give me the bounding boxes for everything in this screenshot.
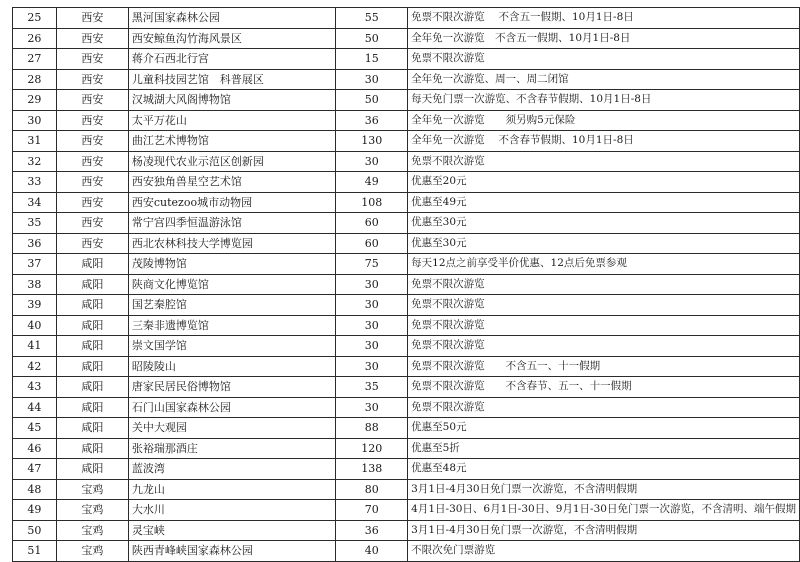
discount-note-cell: 免票不限次游览 不含春节、五一、十一假期 <box>408 377 800 398</box>
scenic-spots-table <box>12 7 800 562</box>
table-row <box>13 377 800 398</box>
attraction-name-cell: 茂陵博物馆 <box>128 254 335 275</box>
discount-note-cell: 3月1日-4月30日免门票一次游览，不含清明假期 <box>408 520 800 541</box>
attraction-name-cell: 陕商文化博览馆 <box>128 274 335 295</box>
table-row <box>13 69 800 90</box>
city-cell: 西安 <box>56 192 128 213</box>
discount-note-cell: 优惠至30元 <box>408 233 800 254</box>
attraction-name-cell: 昭陵陵山 <box>128 356 335 377</box>
table-row <box>13 500 800 521</box>
city-cell: 西安 <box>56 213 128 234</box>
table-row <box>13 192 800 213</box>
table-body <box>13 8 800 562</box>
row-number: 45 <box>13 418 57 439</box>
row-number: 47 <box>13 459 57 480</box>
row-number: 46 <box>13 438 57 459</box>
table-row <box>13 397 800 418</box>
row-number: 27 <box>13 49 57 70</box>
table-row <box>13 438 800 459</box>
city-cell: 宝鸡 <box>56 500 128 521</box>
row-number: 29 <box>13 90 57 111</box>
city-cell: 宝鸡 <box>56 479 128 500</box>
ticket-price-cell: 108 <box>336 192 408 213</box>
table-row <box>13 172 800 193</box>
attraction-name-cell: 西安独角兽星空艺术馆 <box>128 172 335 193</box>
table-row <box>13 479 800 500</box>
city-cell: 咸阳 <box>56 377 128 398</box>
attraction-name-cell: 西北农林科技大学博览园 <box>128 233 335 254</box>
ticket-price-cell: 60 <box>336 233 408 254</box>
row-number: 42 <box>13 356 57 377</box>
city-cell: 西安 <box>56 49 128 70</box>
attraction-name-cell: 张裕瑞那酒庄 <box>128 438 335 459</box>
attraction-name-cell: 唐家民居民俗博物馆 <box>128 377 335 398</box>
ticket-price-cell: 120 <box>336 438 408 459</box>
discount-note-cell: 免票不限次游览 不含五一假期、10月1日-8日 <box>408 8 800 29</box>
table-row <box>13 418 800 439</box>
ticket-price-cell: 30 <box>336 151 408 172</box>
city-cell: 西安 <box>56 69 128 90</box>
discount-note-cell: 免票不限次游览 <box>408 49 800 70</box>
table-row <box>13 90 800 111</box>
attraction-name-cell: 儿童科技园艺馆 科普展区 <box>128 69 335 90</box>
ticket-price-cell: 35 <box>336 377 408 398</box>
table-row <box>13 233 800 254</box>
city-cell: 咸阳 <box>56 397 128 418</box>
table-row <box>13 254 800 275</box>
discount-note-cell: 全年免一次游览 不含五一假期、10月1日-8日 <box>408 28 800 49</box>
discount-note-cell: 每天12点之前享受半价优惠、12点后免票参观 <box>408 254 800 275</box>
city-cell: 西安 <box>56 110 128 131</box>
ticket-price-cell: 138 <box>336 459 408 480</box>
attraction-name-cell: 常宁宫四季恒温游泳馆 <box>128 213 335 234</box>
discount-note-cell: 优惠至30元 <box>408 213 800 234</box>
row-number: 51 <box>13 541 57 562</box>
discount-note-cell: 每天免门票一次游览、不含春节假期、10月1日-8日 <box>408 90 800 111</box>
attraction-name-cell: 杨凌现代农业示范区创新园 <box>128 151 335 172</box>
ticket-price-cell: 30 <box>336 274 408 295</box>
discount-note-cell: 免票不限次游览 <box>408 336 800 357</box>
attraction-name-cell: 石门山国家森林公园 <box>128 397 335 418</box>
city-cell: 西安 <box>56 172 128 193</box>
row-number: 31 <box>13 131 57 152</box>
ticket-price-cell: 49 <box>336 172 408 193</box>
ticket-price-cell: 30 <box>336 69 408 90</box>
ticket-price-cell: 40 <box>336 541 408 562</box>
row-number: 50 <box>13 520 57 541</box>
ticket-price-cell: 36 <box>336 520 408 541</box>
ticket-price-cell: 36 <box>336 110 408 131</box>
city-cell: 西安 <box>56 8 128 29</box>
attraction-name-cell: 九龙山 <box>128 479 335 500</box>
ticket-price-cell: 80 <box>336 479 408 500</box>
row-number: 33 <box>13 172 57 193</box>
attraction-name-cell: 三秦非遗博览馆 <box>128 315 335 336</box>
row-number: 38 <box>13 274 57 295</box>
discount-note-cell: 免票不限次游览 <box>408 315 800 336</box>
table-row <box>13 459 800 480</box>
attraction-name-cell: 陕西青峰峡国家森林公园 <box>128 541 335 562</box>
discount-note-cell: 4月1日-30日、6月1日-30日、9月1日-30日免门票一次游览，不含清明、端午假期 <box>408 500 800 521</box>
attraction-name-cell: 蓝波湾 <box>128 459 335 480</box>
attraction-name-cell: 蒋介石西北行宫 <box>128 49 335 70</box>
discount-note-cell: 优惠至50元 <box>408 418 800 439</box>
attraction-name-cell: 西安cutezoo城市动物园 <box>128 192 335 213</box>
row-number: 40 <box>13 315 57 336</box>
row-number: 34 <box>13 192 57 213</box>
ticket-price-cell: 30 <box>336 356 408 377</box>
ticket-price-cell: 88 <box>336 418 408 439</box>
discount-note-cell: 免票不限次游览 <box>408 397 800 418</box>
row-number: 41 <box>13 336 57 357</box>
row-number: 32 <box>13 151 57 172</box>
table-row <box>13 274 800 295</box>
table-row <box>13 28 800 49</box>
table-row <box>13 49 800 70</box>
table-row <box>13 8 800 29</box>
table-row <box>13 110 800 131</box>
discount-note-cell: 免票不限次游览 <box>408 151 800 172</box>
attraction-name-cell: 太平万花山 <box>128 110 335 131</box>
row-number: 28 <box>13 69 57 90</box>
city-cell: 西安 <box>56 233 128 254</box>
discount-note-cell: 全年免一次游览 不含春节假期、10月1日-8日 <box>408 131 800 152</box>
attraction-name-cell: 曲江艺术博物馆 <box>128 131 335 152</box>
city-cell: 咸阳 <box>56 356 128 377</box>
discount-note-cell: 优惠至48元 <box>408 459 800 480</box>
city-cell: 咸阳 <box>56 438 128 459</box>
attraction-name-cell: 关中大观园 <box>128 418 335 439</box>
table-row <box>13 131 800 152</box>
attraction-name-cell: 崇文国学馆 <box>128 336 335 357</box>
discount-note-cell: 优惠至49元 <box>408 192 800 213</box>
row-number: 49 <box>13 500 57 521</box>
row-number: 36 <box>13 233 57 254</box>
row-number: 30 <box>13 110 57 131</box>
ticket-price-cell: 130 <box>336 131 408 152</box>
table-row <box>13 295 800 316</box>
city-cell: 咸阳 <box>56 418 128 439</box>
ticket-price-cell: 50 <box>336 90 408 111</box>
discount-note-cell: 免票不限次游览 <box>408 274 800 295</box>
city-cell: 宝鸡 <box>56 541 128 562</box>
table-row <box>13 151 800 172</box>
attraction-name-cell: 黑河国家森林公园 <box>128 8 335 29</box>
ticket-price-cell: 60 <box>336 213 408 234</box>
ticket-price-cell: 50 <box>336 28 408 49</box>
table-row <box>13 213 800 234</box>
ticket-price-cell: 30 <box>336 397 408 418</box>
row-number: 35 <box>13 213 57 234</box>
row-number: 43 <box>13 377 57 398</box>
discount-note-cell: 优惠至5折 <box>408 438 800 459</box>
discount-note-cell: 优惠至20元 <box>408 172 800 193</box>
attraction-name-cell: 西安鲸鱼沟竹海风景区 <box>128 28 335 49</box>
table-row <box>13 336 800 357</box>
city-cell: 咸阳 <box>56 315 128 336</box>
ticket-price-cell: 30 <box>336 315 408 336</box>
city-cell: 咸阳 <box>56 274 128 295</box>
attraction-name-cell: 国艺秦腔馆 <box>128 295 335 316</box>
city-cell: 西安 <box>56 131 128 152</box>
attraction-name-cell: 汉城湖大风阁博物馆 <box>128 90 335 111</box>
ticket-price-cell: 55 <box>336 8 408 29</box>
row-number: 39 <box>13 295 57 316</box>
discount-note-cell: 全年免一次游览 须另购5元保险 <box>408 110 800 131</box>
city-cell: 咸阳 <box>56 295 128 316</box>
city-cell: 西安 <box>56 90 128 111</box>
city-cell: 咸阳 <box>56 459 128 480</box>
row-number: 44 <box>13 397 57 418</box>
ticket-price-cell: 30 <box>336 295 408 316</box>
ticket-price-cell: 15 <box>336 49 408 70</box>
table-row <box>13 356 800 377</box>
city-cell: 咸阳 <box>56 254 128 275</box>
discount-note-cell: 免票不限次游览 不含五一、十一假期 <box>408 356 800 377</box>
discount-note-cell: 免票不限次游览 <box>408 295 800 316</box>
ticket-price-cell: 75 <box>336 254 408 275</box>
table-row <box>13 315 800 336</box>
row-number: 26 <box>13 28 57 49</box>
row-number: 37 <box>13 254 57 275</box>
ticket-price-cell: 70 <box>336 500 408 521</box>
row-number: 48 <box>13 479 57 500</box>
city-cell: 西安 <box>56 151 128 172</box>
row-number: 25 <box>13 8 57 29</box>
discount-note-cell: 全年免一次游览、周一、周二闭馆 <box>408 69 800 90</box>
attraction-name-cell: 灵宝峡 <box>128 520 335 541</box>
city-cell: 咸阳 <box>56 336 128 357</box>
discount-note-cell: 3月1日-4月30日免门票一次游览，不含清明假期 <box>408 479 800 500</box>
discount-note-cell: 不限次免门票游览 <box>408 541 800 562</box>
ticket-price-cell: 30 <box>336 336 408 357</box>
attraction-name-cell: 大水川 <box>128 500 335 521</box>
table-row <box>13 520 800 541</box>
city-cell: 宝鸡 <box>56 520 128 541</box>
city-cell: 西安 <box>56 28 128 49</box>
